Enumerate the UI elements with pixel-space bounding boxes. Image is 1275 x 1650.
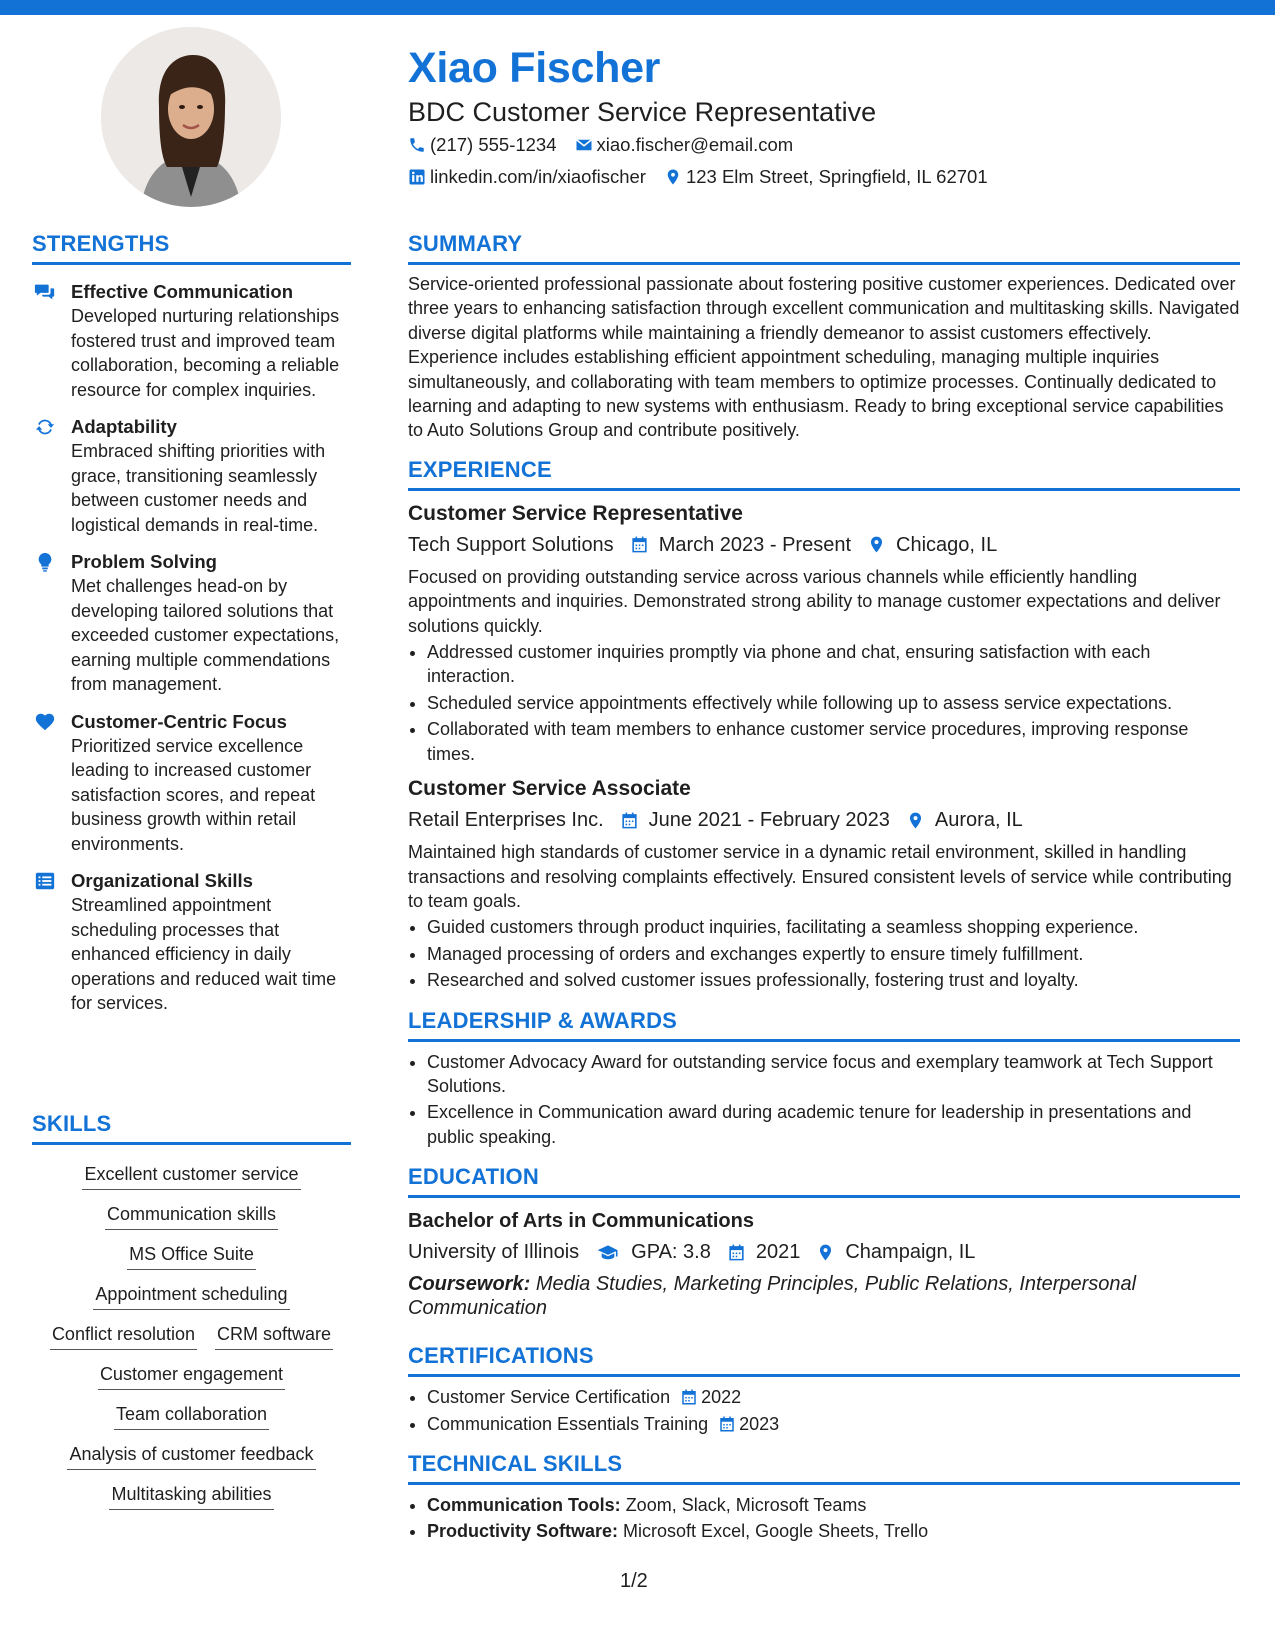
candidate-name: Xiao Fischer [408, 44, 661, 92]
strength-title: Customer-Centric Focus [71, 710, 287, 732]
cert-item [427, 1412, 1240, 1436]
address-contact [664, 166, 988, 188]
strength-desc: Embraced shifting priorities with grace, transitioning seamlessly between customer needs and logistical demands in real-time. [71, 441, 326, 535]
coursework-text: Media Studies, Marketing Principles, Public Relations, Interpersonal Communication [408, 1273, 1137, 1320]
job-meta [408, 806, 1240, 834]
job-location [867, 531, 997, 559]
strength-item [32, 710, 351, 857]
candidate-title: BDC Customer Service Representative [408, 97, 877, 127]
contact-row-1 [408, 134, 811, 156]
job-dates [620, 806, 890, 834]
strength-desc: Prioritized service excellence leading to increased customer satisfaction scores, and repeat business growth within retail environments. [71, 735, 316, 854]
strength-item [32, 280, 351, 402]
tech-skill-item [427, 1519, 1240, 1543]
tech-skill-label: Communication Tools: [427, 1494, 621, 1515]
strengths-heading: STRENGTHS [32, 230, 351, 265]
list-icon [34, 870, 56, 892]
job-meta [408, 531, 1240, 559]
cert-name: Customer Service Certification [427, 1387, 671, 1408]
school-name: University of Illinois [408, 1241, 580, 1264]
job-location [906, 806, 1023, 834]
skills-section [32, 1110, 351, 1513]
cert-year: 2022 [701, 1387, 742, 1408]
graduation-year [727, 1238, 801, 1266]
comments-icon [34, 281, 56, 303]
company [408, 806, 604, 834]
gpa-text: GPA: 3.8 [631, 1241, 711, 1264]
location-text: Champaign, IL [845, 1241, 976, 1264]
calendar-icon [620, 811, 639, 830]
skill-tag: Customer engagement [98, 1353, 285, 1390]
skill-tag: Conflict resolution [50, 1313, 197, 1350]
email-contact[interactable] [575, 134, 794, 156]
job-dates [630, 531, 851, 559]
bullet-item: • Scheduled service appointments effectively while following up to assess service expectations. [427, 691, 1240, 715]
skill-tag: Appointment scheduling [93, 1273, 289, 1310]
lightbulb-icon [34, 551, 56, 573]
bullet-item: • Addressed customer inquiries promptly via phone and chat, ensuring satisfaction with each interaction. [427, 640, 1240, 689]
strength-title: Adaptability [71, 416, 177, 437]
skill-tag: Excellent customer service [82, 1153, 300, 1190]
company [408, 531, 614, 559]
address-text: 123 Elm Street, Springfield, IL 62701 [685, 166, 988, 187]
job-description: Maintained high standards of customer service in a dynamic retail environment, skilled in handling transactions and resolving complaints effectively. Ensured consistent levels of service while contributing to team goals. [408, 842, 1232, 911]
profile-photo [101, 27, 281, 207]
certifications-heading: CERTIFICATIONS [408, 1342, 1240, 1377]
job-bullets [408, 640, 1240, 766]
envelope-icon [575, 136, 593, 154]
skill-tag: Communication skills [105, 1193, 278, 1230]
strengths-section [32, 230, 351, 1016]
skills-heading: SKILLS [32, 1110, 351, 1145]
top-accent-bar [0, 0, 1275, 15]
linkedin-text: linkedin.com/in/xiaofischer [430, 166, 646, 187]
heart-icon [34, 711, 56, 733]
calendar-icon [680, 1388, 698, 1406]
technical-skills-list [408, 1493, 1240, 1544]
job-description: Focused on providing outstanding service across various channels while efficiently handling appointments and inquiries. Demonstrated strong ability to manage customer expectations and deliver solutions quickly. [408, 566, 1221, 636]
job-bullets [408, 915, 1240, 992]
gpa [595, 1238, 711, 1266]
job-entry [408, 775, 1240, 992]
strength-title: Organizational Skills [71, 870, 253, 891]
coursework [408, 1272, 1240, 1320]
linkedin-icon [408, 168, 426, 186]
calendar-icon [727, 1243, 746, 1262]
bullet-item: • Managed processing of orders and exchanges expertly to ensure timely fulfillment. [427, 942, 1240, 966]
strength-desc: Met challenges head-on by developing tailored solutions that exceeded customer expectations, earning multiple commendations from management. [71, 576, 340, 694]
email-text: xiao.fischer@email.com [596, 134, 794, 155]
summary-heading: SUMMARY [408, 230, 1240, 265]
strength-item [32, 415, 351, 537]
page-number: 1/2 [620, 1570, 648, 1592]
phone-text: (217) 555-1234 [430, 134, 557, 155]
right-column [408, 230, 1240, 1546]
dates-text: March 2023 - Present [658, 533, 852, 556]
cert-item [427, 1385, 1240, 1409]
tech-skill-value: Zoom, Slack, Microsoft Teams [625, 1494, 867, 1515]
strength-desc: Developed nurturing relationships fostered trust and improved team collaboration, becoming a reliable resource for complex inquiries. [71, 306, 340, 400]
education-heading: EDUCATION [408, 1163, 1240, 1198]
cert-name: Communication Essentials Training [427, 1413, 709, 1434]
map-pin-icon [906, 811, 925, 830]
skill-tag: Multitasking abilities [109, 1473, 273, 1510]
technical-skills-heading: TECHNICAL SKILLS [408, 1450, 1240, 1485]
map-pin-icon [816, 1243, 835, 1262]
tech-skill-item [427, 1493, 1240, 1517]
job-entry [408, 500, 1240, 766]
job-title: Customer Service Representative [408, 501, 743, 525]
education-meta [408, 1238, 1240, 1266]
tech-skill-value: Microsoft Excel, Google Sheets, Trello [623, 1521, 929, 1542]
location-text: Aurora, IL [934, 809, 1023, 832]
cert-year: 2023 [739, 1413, 780, 1434]
strength-item [32, 869, 351, 1016]
strength-item [32, 550, 351, 697]
strength-desc: Streamlined appointment scheduling processes that enhanced efficiency in daily operations and reduced wait time for services. [71, 895, 337, 1013]
leadership-list [408, 1050, 1240, 1150]
bullet-item: • Researched and solved customer issues professionally, fostering trust and loyalty. [427, 968, 1240, 992]
map-pin-icon [664, 168, 682, 186]
bullet-item: • Collaborated with team members to enhance customer service procedures, improving response times. [427, 717, 1240, 766]
company-name: Tech Support Solutions [408, 533, 614, 556]
phone-icon [408, 136, 426, 154]
year-text: 2021 [755, 1241, 801, 1264]
tech-skill-label: Productivity Software: [427, 1521, 619, 1542]
linkedin-contact[interactable] [408, 166, 646, 188]
strength-title: Problem Solving [71, 551, 217, 572]
dates-text: June 2021 - February 2023 [648, 809, 890, 832]
experience-heading: EXPERIENCE [408, 456, 1240, 491]
contact-row-2 [408, 166, 1006, 188]
skill-tag: Team collaboration [114, 1393, 269, 1430]
skills-list [32, 1153, 351, 1513]
skill-tag: CRM software [215, 1313, 333, 1350]
skill-tag: MS Office Suite [127, 1233, 256, 1270]
certifications-list [408, 1385, 1240, 1436]
degree-title: Bachelor of Arts in Communications [408, 1210, 754, 1233]
calendar-icon [630, 535, 649, 554]
coursework-label: Coursework: [408, 1273, 531, 1296]
strength-title: Effective Communication [71, 281, 294, 302]
skill-tag: Analysis of customer feedback [67, 1433, 315, 1470]
award-item: • Excellence in Communication award during academic tenure for leadership in presentations and public speaking. [427, 1100, 1240, 1149]
company-name: Retail Enterprises Inc. [408, 809, 604, 832]
phone-contact[interactable] [408, 134, 557, 156]
bullet-item: • Guided customers through product inquiries, facilitating a seamless shopping experience. [427, 915, 1240, 939]
location-text: Chicago, IL [896, 533, 998, 556]
sync-icon [34, 416, 56, 438]
job-title: Customer Service Associate [408, 777, 691, 801]
award-item: • Customer Advocacy Award for outstanding service focus and exemplary teamwork at Tech Support Solutions. [427, 1050, 1240, 1099]
map-pin-icon [867, 535, 886, 554]
education-location [816, 1238, 975, 1266]
school [408, 1238, 579, 1266]
graduation-cap-icon [595, 1243, 621, 1262]
summary-text: Service-oriented professional passionate about fostering positive customer experiences. Dedicated over three years to enhancing satisfaction through excellent communication and multitasking skills. Navigated diverse digital platforms while maintaining a friendly demeanor to assist customers effectively. Experience includes establishing efficient appointment scheduling, managing multiple inquiries simultaneously, and collaborating with team members to optimize processes. Continually dedicated to learning and adapting to new systems with enthusiasm. Ready to bring exceptional service capabilities to Auto Solutions Group and contribute positively. [408, 274, 1240, 441]
leadership-heading: LEADERSHIP & AWARDS [408, 1007, 1240, 1042]
calendar-icon [718, 1415, 736, 1433]
